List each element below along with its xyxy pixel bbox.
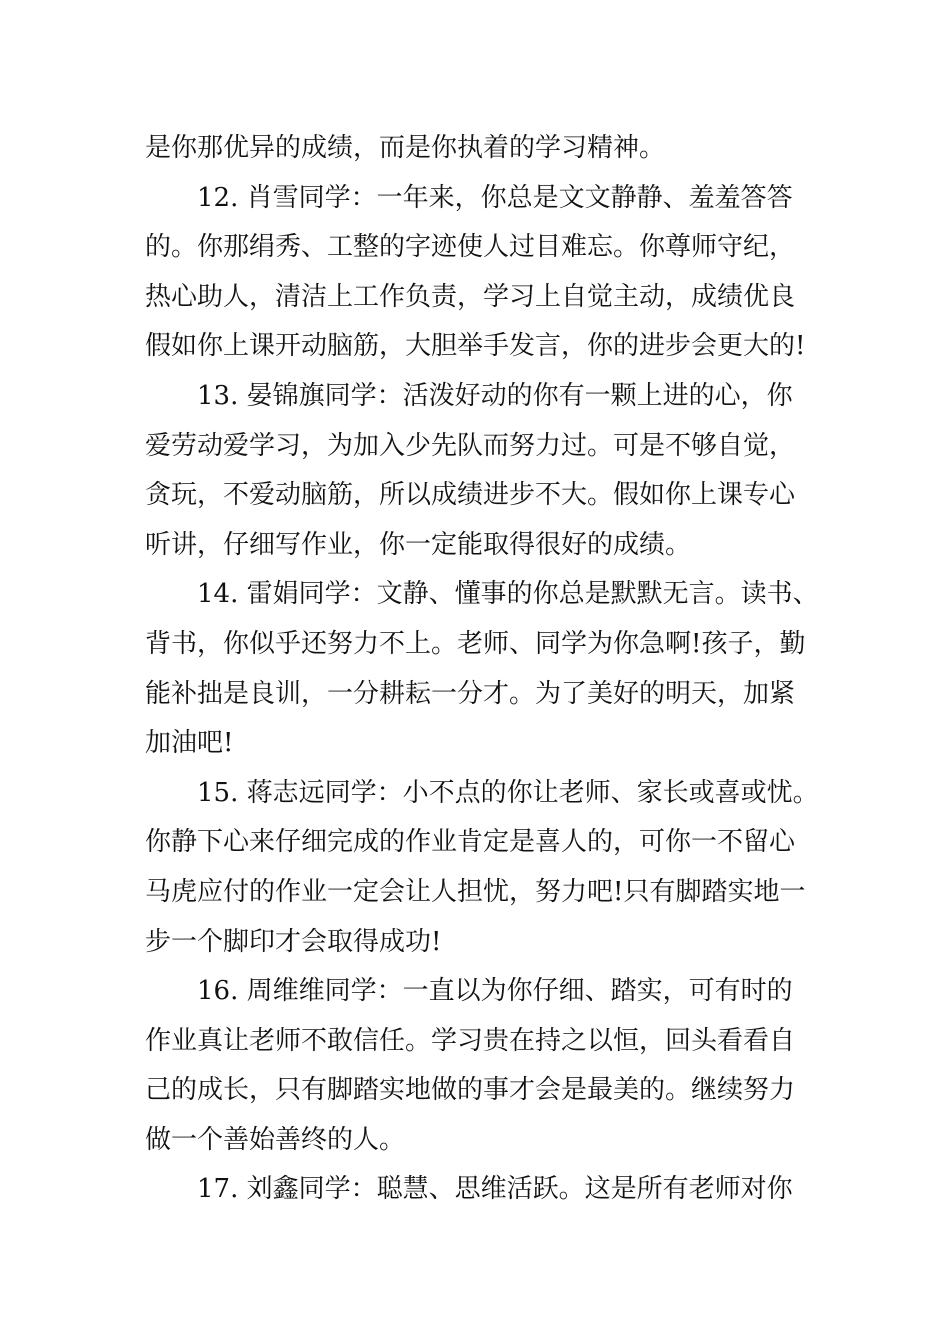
text-line: 己的成长，只有脚踏实地做的事才会是最美的。继续努力 [145, 1075, 796, 1106]
text-line: 听讲，仔细写作业，你一定能取得很好的成绩。 [145, 529, 692, 560]
paragraph-start-line: 12. 肖雪同学：一年来，你总是文文静静、羞羞答答 [197, 182, 793, 213]
paragraph-start-line: 14. 雷娟同学：文静、懂事的你总是默默无言。读书、 [197, 579, 819, 610]
text-line: 做一个善始善终的人。 [145, 1124, 406, 1155]
text-line: 是你那优异的成绩，而是你执着的学习精神。 [145, 133, 666, 163]
text-line: 加油吧! [145, 728, 234, 759]
text-line: 热心助人，清洁上工作负责，学习上自觉主动，成绩优良 [145, 281, 796, 312]
document-body [145, 124, 819, 1215]
text-line: 作业真让老师不敢信任。学习贵在持之以恒，回头看看自 [145, 1025, 796, 1056]
paragraph-start-line: 16. 周维维同学：一直以为你仔细、踏实，可有时的 [197, 976, 793, 1007]
text-line: 马虎应付的作业一定会让人担忧，努力吧!只有脚踏实地一 [145, 876, 806, 907]
paragraph-start-line: 17. 刘鑫同学：聪慧、思维活跃。这是所有老师对你 [197, 1174, 793, 1205]
paragraph-start-line: 13. 晏锦旗同学：活泼好动的你有一颗上进的心，你 [197, 380, 793, 411]
text-line: 贪玩，不爱动脑筋，所以成绩进步不大。假如你上课专心 [145, 480, 796, 511]
text-line: 的。你那绢秀、工整的字迹使人过目难忘。你尊师守纪， [145, 232, 796, 263]
text-line: 假如你上课开动脑筋，大胆举手发言，你的进步会更大的! [145, 331, 806, 362]
text-line: 背书，你似乎还努力不上。老师、同学为你急啊!孩子，勤 [145, 628, 806, 659]
text-line: 步一个脚印才会取得成功! [145, 926, 442, 957]
text-line: 能补拙是良训，一分耕耘一分才。为了美好的明天，加紧 [145, 678, 796, 709]
paragraph-start-line: 15. 蒋志远同学：小不点的你让老师、家长或喜或忧。 [197, 777, 819, 808]
text-line: 你静下心来仔细完成的作业肯定是喜人的，可你一不留心 [145, 827, 796, 858]
text-line: 爱劳动爱学习，为加入少先队而努力过。可是不够自觉， [145, 430, 796, 461]
